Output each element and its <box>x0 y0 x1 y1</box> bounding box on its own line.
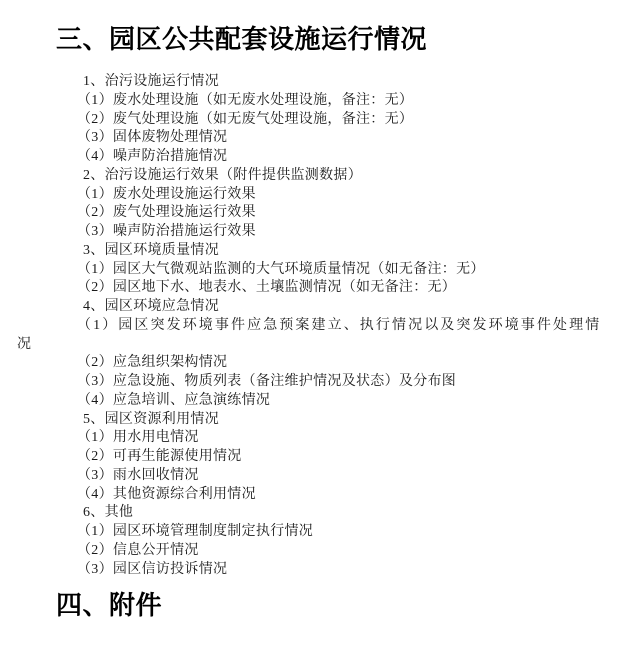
outline-item: （2）应急组织架构情况 <box>77 355 228 371</box>
section-heading-3: 三、园区公共配套设施运行情况 <box>56 24 428 54</box>
outline-item: （1）园区环境管理制度制定执行情况 <box>77 524 314 539</box>
outline-list <box>0 73 620 579</box>
outline-item: 6、其他 <box>83 505 134 521</box>
outline-item: （1）废水处理设施（如无废水处理设施，备注：无） <box>77 92 414 108</box>
outline-item: （1）用水用电情况 <box>77 430 199 446</box>
outline-item: （4）应急培训、应急演练情况 <box>77 392 271 408</box>
outline-item: 5、园区资源利用情况 <box>83 411 219 427</box>
outline-item: （3）雨水回收情况 <box>77 467 199 483</box>
outline-item: （1）废水处理设施运行效果 <box>77 186 256 202</box>
outline-item: （2）信息公开情况 <box>77 542 199 558</box>
outline-item: （3）固体废物处理情况 <box>77 130 228 146</box>
outline-item: 2、治污设施运行效果（附件提供监测数据） <box>83 167 362 183</box>
outline-item: 况 <box>17 336 32 352</box>
outline-item: （4）其他资源综合利用情况 <box>77 486 256 502</box>
outline-item: （1）园区大气微观站监测的大气环境质量情况（如无备注：无） <box>77 261 485 277</box>
outline-item: （2）废气处理设施运行效果 <box>77 205 256 221</box>
section-heading-4: 四、附件 <box>56 590 163 620</box>
outline-item: （3）噪声防治措施运行效果 <box>77 224 256 239</box>
outline-item: 3、园区环境质量情况 <box>83 242 219 258</box>
outline-item: （2）废气处理设施（如无废气处理设施，备注：无） <box>77 111 414 127</box>
outline-item: （3）应急设施、物质列表（备注维护情况及状态）及分布图 <box>77 374 457 389</box>
outline-item: （4）噪声防治措施情况 <box>77 149 228 164</box>
outline-item: （1）园区突发环境事件应急预案建立、执行情况以及突发环境事件处理情 <box>77 317 602 333</box>
outline-item: （3）园区信访投诉情况 <box>77 561 228 577</box>
outline-item: （2）可再生能源使用情况 <box>77 449 242 464</box>
outline-item: 1、治污设施运行情况 <box>83 74 219 89</box>
outline-item: 4、园区环境应急情况 <box>83 299 219 314</box>
outline-item: （2）园区地下水、地表水、土壤监测情况（如无备注：无） <box>77 280 457 296</box>
